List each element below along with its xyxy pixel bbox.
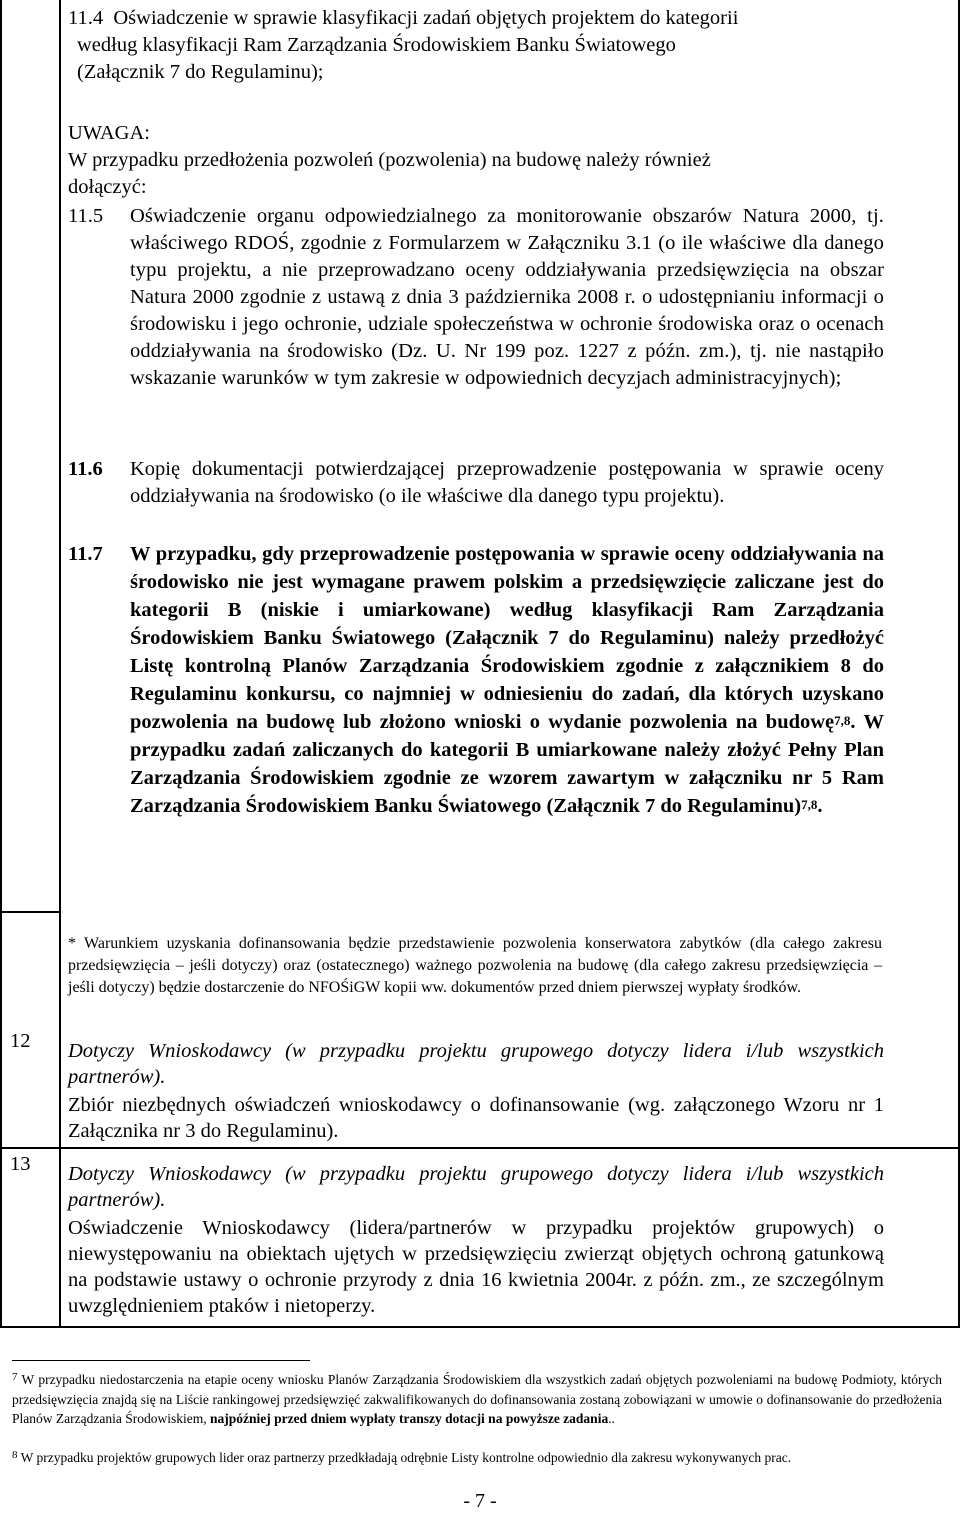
row-13-text: Oświadczenie Wnioskodawcy (lidera/partnerów w przypadku projektów grupowych) o niewystępowaniu na obiektach ujętych w przedsięwzięciu zwierząt objętych ochroną gatunkową na podstawie ustawy o ochronie przyrody z dnia 16 kwietnia 2004r. z późn. zm., ze szczególnym uwzględnieniem ptaków i nietoperzy.	[68, 1217, 884, 1317]
uwaga-line1: W przypadku przedłożenia pozwoleń (pozwolenia) na budowę należy również	[68, 149, 711, 171]
footnote-8-text: W przypadku projektów grupowych lider oraz partnerzy przedkładają odrębnie Listy kontrolne odpowiednio dla zakresu wykonywanych prac.	[20, 1450, 792, 1465]
table-left-border	[0, 0, 2, 1328]
item-11-5-number: 11.5	[68, 205, 104, 227]
footnote-8-mark: 8	[12, 1449, 18, 1461]
row-12-text: Zbiór niezbędnych oświadczeń wnioskodawcy o dofinansowanie (wg. załączonego Wzoru nr 1 Załącznika nr 3 do Regulaminu).	[68, 1094, 884, 1142]
star-note: * Warunkiem uzyskania dofinansowania będzie przedstawienie pozwolenia konserwatora zabytków (dla całego zakresu przedsięwzięcia – jeśli dotyczy) oraz (ostatecznego) ważnego pozwolenia na budowę (dla całego zakresu przedsięwzięcia – jeśli dotyczy) będzie dostarczenie do NFOŚiGW kopii ww. dokumentów przed dniem pierwszej wypłaty środków.	[68, 935, 882, 996]
table-column-divider	[59, 0, 61, 1328]
item-11-7-text	[130, 540, 884, 820]
item-11-5-text: Oświadczenie organu odpowiedzialnego za monitorowanie obszarów Natura 2000, tj. właściwego RDOŚ, zgodnie z Formularzem w Załączniku 3.1 (o ile właściwe dla danego typu projektu, a nie przeprowadzano oceny oddziaływania przedsięwzięcia na obszar Natura 2000 zgodnie z ustawą z dnia 3 października 2008 r. o udostępnianiu informacji o środowisku i jego ochronie, udziale społeczeństwa w ochronie środowiska oraz o ocenach oddziaływania na środowisko (Dz. U. Nr 199 poz. 1227 z późn. zm.), tj. nie nastąpiło wskazanie warunków w tym zakresie w odpowiednich decyzjach administracyjnych);	[130, 205, 884, 389]
footnote-7-end: ..	[608, 1411, 615, 1426]
footnote-separator	[12, 1360, 310, 1361]
row-number-13: 13	[10, 1153, 31, 1175]
footnote-7-text: W przypadku niedostarczenia na etapie oceny wniosku Planów Zarządzania Środowiskiem dla wszystkich zadań objętych pozwoleniami na budowę Podmioty, których przedsięwzięcia znajdą się na Liście rankingowej przedsięwzięć zakwalifikowanych do dofinansowania zostaną zobowiązani w umowie o dofinansowanie do przedłożenia Planów Zarządzania Środowiskiem,	[12, 1372, 942, 1426]
row-13-content	[68, 1161, 884, 1319]
page-number: - 7 -	[463, 1490, 497, 1512]
footnote-7	[12, 1370, 942, 1429]
table-right-border	[958, 0, 960, 1328]
item-11-7	[68, 540, 884, 820]
footnote-ref-7-8[interactable]: 7,8	[801, 797, 818, 812]
row-13-applicant-note: Dotyczy Wnioskodawcy (w przypadku projektu grupowego dotyczy lidera i/lub wszystkich partnerów).	[68, 1163, 884, 1211]
item-11-7-text-b: . W przypadku zadań zaliczanych do kategorii B umiarkowane należy złożyć Pełny Plan Zarządzania Środowiskiem zgodnie ze wzorem zawartym w załączniku nr 5 Ram Zarządzania Środowiskiem Banku Światowego (Załącznik 7 do Regulaminu)	[130, 711, 884, 817]
table-bottom-border	[0, 1326, 960, 1328]
item-11-4-line2: według klasyfikacji Ram Zarządzania Środowiskiem Banku Światowego	[77, 34, 676, 56]
item-11-5	[68, 203, 884, 392]
item-11-4-line1: 11.4 Oświadczenie w sprawie klasyfikacji zadań objętych projektem do kategorii	[68, 7, 739, 29]
uwaga-line2: dołączyć:	[68, 176, 147, 198]
table-row-divider	[0, 1147, 960, 1149]
item-11-6-text: Kopię dokumentacji potwierdzającej przeprowadzenie postępowania w sprawie oceny oddziaływania na środowisko (o ile właściwe dla danego typu projektu).	[130, 458, 884, 507]
item-11-4-line3: (Załącznik 7 do Regulaminu);	[77, 61, 324, 83]
row-12-applicant-note: Dotyczy Wnioskodawcy (w przypadku projektu grupowego dotyczy lidera i/lub wszystkich partnerów).	[68, 1040, 884, 1088]
item-11-6-number: 11.6	[68, 458, 103, 480]
item-11-6	[68, 456, 884, 510]
uwaga-block	[68, 120, 888, 201]
item-11-7-number: 11.7	[68, 543, 103, 565]
footnote-7-mark: 7	[12, 1371, 18, 1383]
item-11-7-text-a: W przypadku, gdy przeprowadzenie postępowania w sprawie oceny oddziaływania na środowisko nie jest wymagane prawem polskim a przedsięwzięcie zaliczane jest do kategorii B (niskie i umiarkowane) według klasyfikacji Ram Zarządzania Środowiskiem Banku Światowego (Załącznik 7 do Regulaminu) należy przedłożyć Listę kontrolną Planów Zarządzania Środowiskiem zgodnie z załącznikiem 8 do Regulaminu konkursu, co najmniej w odniesieniu do zadań, dla których uzyskano pozwolenia na budowę lub złożono wnioski o wydanie pozwolenia na budowę	[130, 543, 884, 733]
row-12-content	[68, 1038, 884, 1144]
item-11-4	[68, 5, 888, 86]
item-11-7-text-c: .	[817, 795, 823, 817]
uwaga-label: UWAGA:	[68, 122, 150, 144]
table-row-divider	[0, 911, 60, 913]
footnote-7-bold: najpóźniej przed dniem wypłaty transzy dotacji na powyższe zadania	[209, 1411, 609, 1426]
row-number-12: 12	[10, 1030, 31, 1052]
footnote-8	[12, 1448, 942, 1468]
footnote-ref-7-8[interactable]: 7,8	[834, 713, 851, 728]
